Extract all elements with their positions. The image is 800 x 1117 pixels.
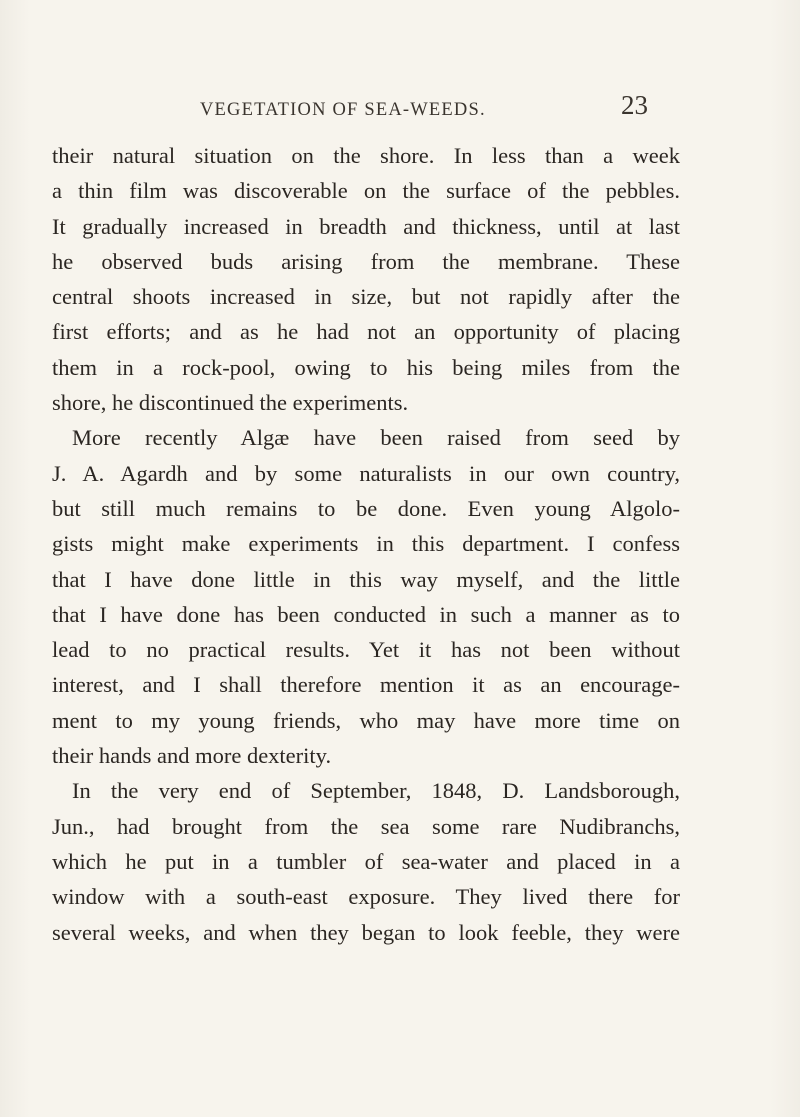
text-line: gists might make experiments in this department. I confess <box>52 531 680 557</box>
page-header <box>200 90 648 130</box>
text-line: It gradually increased in breadth and thickness, until at last <box>52 213 680 239</box>
running-head: VEGETATION OF SEA-WEEDS. <box>200 100 486 120</box>
text-line: first efforts; and as he had not an opportunity of placing <box>52 319 680 345</box>
text-line: them in a rock-pool, owing to his being miles from the <box>52 354 680 380</box>
text-line: More recently Algæ have been raised from seed by <box>72 425 680 451</box>
text-line: which he put in a tumbler of sea-water and placed in a <box>52 848 680 874</box>
text-line: interest, and I shall therefore mention it as an encourage- <box>52 672 680 698</box>
text-line: their natural situation on the shore. In less than a week <box>52 143 680 168</box>
text-line: several weeks, and when they began to look feeble, they were <box>52 919 680 945</box>
text-line: that I have done little in this way myself, and the little <box>52 566 680 592</box>
text-line: window with a south-east exposure. They lived there for <box>52 884 680 910</box>
page-number: 23 <box>621 90 648 120</box>
text-line: lead to no practical results. Yet it has not been without <box>52 637 680 663</box>
text-line: that I have done has been conducted in such a manner as to <box>52 601 680 627</box>
body-text <box>52 138 680 950</box>
text-line: central shoots increased in size, but not rapidly after the <box>52 284 680 310</box>
text-line: a thin film was discoverable on the surface of the pebbles. <box>52 178 680 204</box>
text-line: their hands and more dexterity. <box>52 743 332 769</box>
text-line: he observed buds arising from the membrane. These <box>52 248 680 274</box>
text-line: shore, he discontinued the experiments. <box>52 390 409 416</box>
text-line: ment to my young friends, who may have more time on <box>52 707 680 733</box>
text-line: In the very end of September, 1848, D. Landsborough, <box>72 778 680 804</box>
text-line: J. A. Agardh and by some naturalists in our own country, <box>52 460 680 486</box>
text-line: Jun., had brought from the sea some rare Nudibranchs, <box>52 813 680 839</box>
text-line: but still much remains to be done. Even young Algolo- <box>52 495 680 521</box>
